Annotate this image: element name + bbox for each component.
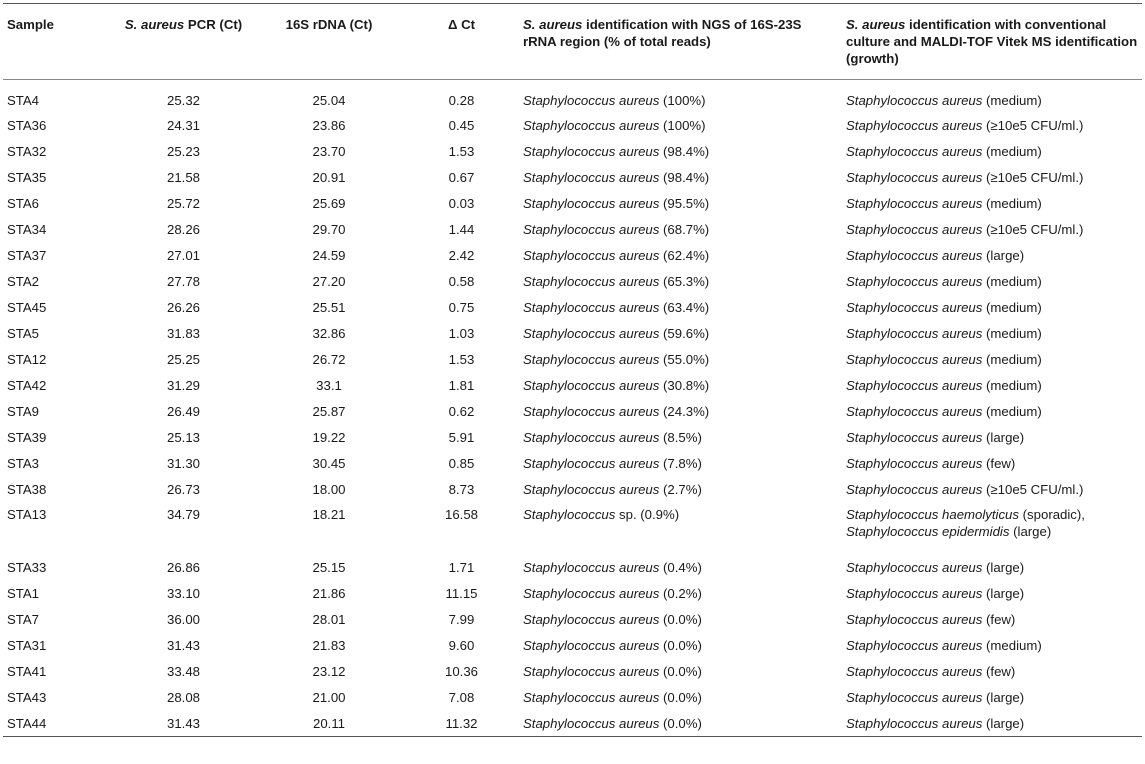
- cell-delta-ct: 10.36: [444, 663, 478, 679]
- cell-culture-id: Staphylococcus aureus (medium): [846, 195, 1042, 211]
- cell-delta-ct: 0.45: [448, 117, 475, 133]
- cell-delta-ct: 1.53: [448, 351, 475, 367]
- cell-ngs-id: Staphylococcus aureus (100%): [523, 117, 706, 133]
- table-row: [3, 450, 1142, 476]
- cell-sample: STA37: [7, 247, 47, 263]
- cell-sample: STA44: [7, 715, 47, 731]
- cell-delta-ct: 0.58: [448, 273, 475, 289]
- cell-16s-ct: 25.04: [312, 92, 346, 108]
- cell-16s-ct: 28.01: [312, 611, 346, 627]
- cell-ngs-id: Staphylococcus aureus (0.0%): [523, 689, 702, 705]
- cell-delta-ct: 1.71: [448, 559, 475, 575]
- cell-pcr-ct: 25.23: [166, 143, 200, 159]
- cell-ngs-id: Staphylococcus aureus (62.4%): [523, 247, 710, 263]
- cell-sample: STA5: [7, 325, 40, 341]
- cell-culture-id: Staphylococcus aureus (medium): [846, 273, 1042, 289]
- cell-16s-ct: 18.00: [312, 481, 346, 497]
- table-row: [3, 632, 1142, 658]
- cell-pcr-ct: 31.43: [166, 637, 200, 653]
- cell-delta-ct: 0.62: [448, 403, 475, 419]
- cell-ngs-id: Staphylococcus aureus (55.0%): [523, 351, 710, 367]
- cell-16s-ct: 23.70: [312, 143, 346, 159]
- cell-16s-ct: 25.15: [312, 559, 346, 575]
- table-row: [3, 372, 1142, 398]
- cell-sample: STA9: [7, 403, 40, 419]
- table-header: [3, 4, 1142, 80]
- results-table: [3, 3, 1142, 737]
- cell-16s-ct: 25.87: [312, 403, 346, 419]
- cell-pcr-ct: 26.26: [166, 299, 200, 315]
- table-row: [3, 658, 1142, 684]
- cell-pcr-ct: 34.79: [166, 507, 200, 522]
- table-row: [3, 294, 1142, 320]
- cell-sample: STA43: [7, 689, 47, 705]
- cell-delta-ct: 11.32: [445, 715, 478, 731]
- cell-delta-ct: 5.91: [448, 429, 475, 445]
- header-culture-identification: S. aureus identification with conventional culture and MALDI-TOF Vitek MS identification (growth): [846, 17, 1138, 66]
- header-row: [3, 4, 1142, 80]
- cell-delta-ct: 1.44: [448, 221, 475, 237]
- table-row: [3, 710, 1142, 737]
- results-table-container: [3, 3, 1142, 737]
- cell-delta-ct: 16.58: [444, 507, 478, 522]
- cell-pcr-ct: 28.26: [166, 221, 200, 237]
- cell-16s-ct: 25.51: [312, 299, 346, 315]
- cell-pcr-ct: 31.43: [166, 715, 200, 731]
- cell-culture-id: Staphylococcus haemolyticus (sporadic), Staphylococcus epidermidis (large): [846, 507, 1085, 539]
- cell-16s-ct: 25.69: [312, 195, 346, 211]
- cell-pcr-ct: 31.83: [166, 325, 200, 341]
- cell-culture-id: Staphylococcus aureus (few): [846, 455, 1016, 471]
- cell-ngs-id: Staphylococcus aureus (63.4%): [523, 299, 710, 315]
- cell-ngs-id: Staphylococcus aureus (0.0%): [523, 715, 702, 731]
- cell-ngs-id: Staphylococcus aureus (0.4%): [523, 559, 702, 575]
- cell-ngs-id: Staphylococcus aureus (30.8%): [523, 377, 710, 393]
- table-row: [3, 424, 1142, 450]
- table-row: [3, 164, 1142, 190]
- table-row: [3, 320, 1142, 346]
- cell-16s-ct: 30.45: [312, 455, 346, 471]
- cell-sample: STA32: [7, 143, 47, 159]
- cell-delta-ct: 0.67: [448, 169, 475, 185]
- cell-sample: STA34: [7, 221, 47, 237]
- cell-sample: STA33: [7, 559, 47, 575]
- cell-culture-id: Staphylococcus aureus (≥10e5 CFU/ml.): [846, 481, 1084, 497]
- cell-sample: STA45: [7, 299, 47, 315]
- cell-pcr-ct: 27.78: [166, 273, 200, 289]
- cell-16s-ct: 26.72: [312, 351, 346, 367]
- table-row: [3, 502, 1142, 554]
- cell-culture-id: Staphylococcus aureus (large): [846, 715, 1025, 731]
- cell-pcr-ct: 33.10: [166, 585, 200, 601]
- cell-sample: STA36: [7, 117, 47, 133]
- cell-ngs-id: Staphylococcus aureus (0.2%): [523, 585, 702, 601]
- cell-16s-ct: 21.83: [312, 637, 346, 653]
- cell-ngs-id: Staphylococcus aureus (59.6%): [523, 325, 710, 341]
- cell-sample: STA12: [7, 351, 47, 367]
- cell-ngs-id: Staphylococcus aureus (7.8%): [523, 455, 702, 471]
- cell-culture-id: Staphylococcus aureus (medium): [846, 143, 1042, 159]
- cell-pcr-ct: 25.13: [166, 429, 200, 445]
- cell-ngs-id: Staphylococcus aureus (98.4%): [523, 143, 710, 159]
- header-sample: Sample: [7, 17, 54, 32]
- cell-sample: STA38: [7, 481, 47, 497]
- cell-ngs-id: Staphylococcus aureus (2.7%): [523, 481, 702, 497]
- cell-pcr-ct: 24.31: [166, 117, 200, 133]
- cell-sample: STA35: [7, 169, 47, 185]
- cell-delta-ct: 9.60: [448, 637, 475, 653]
- table-row: [3, 476, 1142, 502]
- table-row: [3, 268, 1142, 294]
- cell-culture-id: Staphylococcus aureus (large): [846, 585, 1025, 601]
- cell-delta-ct: 1.81: [448, 377, 475, 393]
- cell-sample: STA31: [7, 637, 47, 653]
- cell-pcr-ct: 31.29: [166, 377, 200, 393]
- cell-pcr-ct: 25.25: [166, 351, 200, 367]
- table-row: [3, 80, 1142, 113]
- cell-pcr-ct: 31.30: [166, 455, 200, 471]
- cell-sample: STA4: [7, 92, 40, 108]
- cell-culture-id: Staphylococcus aureus (medium): [846, 351, 1042, 367]
- cell-culture-id: Staphylococcus aureus (≥10e5 CFU/ml.): [846, 117, 1084, 133]
- cell-delta-ct: 0.03: [448, 195, 475, 211]
- cell-culture-id: Staphylococcus aureus (medium): [846, 92, 1042, 108]
- cell-sample: STA13: [7, 507, 47, 522]
- cell-16s-ct: 19.22: [312, 429, 346, 445]
- cell-16s-ct: 24.59: [312, 247, 346, 263]
- table-body: [3, 80, 1142, 737]
- header-ngs-identification: S. aureus identification with NGS of 16S-23S rRNA region (% of total reads): [523, 17, 802, 49]
- cell-ngs-id: Staphylococcus aureus (0.0%): [523, 611, 702, 627]
- header-pcr: S. aureus PCR (Ct): [124, 17, 243, 32]
- table-row: [3, 554, 1142, 580]
- cell-pcr-ct: 26.49: [166, 403, 200, 419]
- cell-delta-ct: 0.85: [448, 455, 475, 471]
- cell-ngs-id: Staphylococcus aureus (8.5%): [523, 429, 702, 445]
- cell-ngs-id: Staphylococcus aureus (0.0%): [523, 663, 702, 679]
- cell-sample: STA42: [7, 377, 47, 393]
- cell-delta-ct: 2.42: [448, 247, 475, 263]
- cell-delta-ct: 1.53: [448, 143, 475, 159]
- cell-16s-ct: 21.86: [312, 585, 346, 601]
- cell-culture-id: Staphylococcus aureus (medium): [846, 637, 1042, 653]
- cell-delta-ct: 0.75: [448, 299, 475, 315]
- cell-ngs-id: Staphylococcus aureus (65.3%): [523, 273, 710, 289]
- cell-culture-id: Staphylococcus aureus (large): [846, 559, 1025, 575]
- cell-16s-ct: 23.86: [312, 117, 346, 133]
- cell-culture-id: Staphylococcus aureus (large): [846, 247, 1025, 263]
- cell-ngs-id: Staphylococcus aureus (0.0%): [523, 637, 702, 653]
- cell-culture-id: Staphylococcus aureus (≥10e5 CFU/ml.): [846, 221, 1084, 237]
- cell-pcr-ct: 26.86: [166, 559, 200, 575]
- cell-pcr-ct: 33.48: [166, 663, 200, 679]
- cell-pcr-ct: 27.01: [166, 247, 200, 263]
- cell-16s-ct: 27.20: [312, 273, 346, 289]
- cell-culture-id: Staphylococcus aureus (medium): [846, 377, 1042, 393]
- cell-16s-ct: 33.1: [316, 377, 342, 393]
- header-16s-rdna: 16S rDNA (Ct): [285, 17, 373, 32]
- cell-culture-id: Staphylococcus aureus (large): [846, 689, 1025, 705]
- table-row: [3, 138, 1142, 164]
- cell-sample: STA39: [7, 429, 47, 445]
- table-row: [3, 398, 1142, 424]
- cell-16s-ct: 20.91: [312, 169, 346, 185]
- cell-ngs-id: Staphylococcus aureus (98.4%): [523, 169, 710, 185]
- cell-sample: STA2: [7, 273, 40, 289]
- table-row: [3, 684, 1142, 710]
- cell-ngs-id: Staphylococcus aureus (100%): [523, 92, 706, 108]
- cell-sample: STA3: [7, 455, 40, 471]
- cell-pcr-ct: 25.32: [166, 92, 200, 108]
- cell-culture-id: Staphylococcus aureus (few): [846, 611, 1016, 627]
- cell-delta-ct: 7.99: [448, 611, 475, 627]
- header-delta-ct: Δ Ct: [447, 17, 476, 32]
- cell-ngs-id: Staphylococcus aureus (95.5%): [523, 195, 710, 211]
- cell-culture-id: Staphylococcus aureus (medium): [846, 299, 1042, 315]
- cell-pcr-ct: 28.08: [166, 689, 200, 705]
- cell-16s-ct: 18.21: [312, 507, 346, 522]
- cell-culture-id: Staphylococcus aureus (few): [846, 663, 1016, 679]
- cell-ngs-id: Staphylococcus aureus (24.3%): [523, 403, 710, 419]
- cell-16s-ct: 29.70: [312, 221, 346, 237]
- table-row: [3, 242, 1142, 268]
- cell-pcr-ct: 26.73: [166, 481, 200, 497]
- cell-pcr-ct: 36.00: [166, 611, 200, 627]
- cell-16s-ct: 23.12: [312, 663, 346, 679]
- table-row: [3, 216, 1142, 242]
- table-row: [3, 112, 1142, 138]
- cell-delta-ct: 1.03: [448, 325, 475, 341]
- cell-delta-ct: 11.15: [445, 585, 478, 601]
- cell-culture-id: Staphylococcus aureus (large): [846, 429, 1025, 445]
- cell-culture-id: Staphylococcus aureus (medium): [846, 325, 1042, 341]
- cell-16s-ct: 21.00: [312, 689, 346, 705]
- cell-culture-id: Staphylococcus aureus (≥10e5 CFU/ml.): [846, 169, 1084, 185]
- cell-sample: STA1: [7, 585, 40, 601]
- cell-sample: STA41: [7, 663, 47, 679]
- table-row: [3, 606, 1142, 632]
- cell-delta-ct: 8.73: [448, 481, 475, 497]
- cell-pcr-ct: 25.72: [166, 195, 200, 211]
- cell-sample: STA6: [7, 195, 40, 211]
- cell-16s-ct: 32.86: [312, 325, 346, 341]
- cell-pcr-ct: 21.58: [166, 169, 200, 185]
- cell-ngs-id: Staphylococcus aureus (68.7%): [523, 221, 710, 237]
- cell-culture-id: Staphylococcus aureus (medium): [846, 403, 1042, 419]
- cell-sample: STA7: [7, 611, 40, 627]
- cell-delta-ct: 7.08: [448, 689, 475, 705]
- cell-16s-ct: 20.11: [312, 715, 346, 731]
- cell-ngs-id: Staphylococcus sp. (0.9%): [523, 507, 680, 522]
- table-row: [3, 580, 1142, 606]
- cell-delta-ct: 0.28: [448, 92, 475, 108]
- table-row: [3, 190, 1142, 216]
- table-row: [3, 346, 1142, 372]
